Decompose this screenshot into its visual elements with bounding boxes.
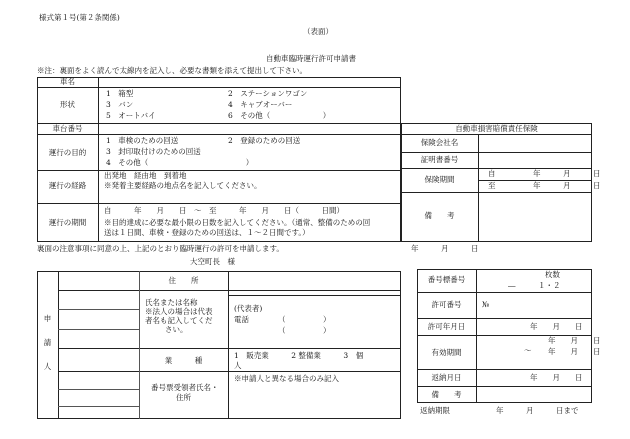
insurance-company-label: 保険会社名 — [420, 138, 459, 147]
plate-receiver-address-label: 住所 — [176, 393, 191, 402]
permit-date: 年 月 日 — [530, 322, 583, 331]
shape-option-5: 5 オートバイ — [106, 111, 156, 120]
permit-date-label: 許可年月日 — [427, 322, 466, 331]
name-label: 氏名または名称 — [145, 298, 198, 307]
phone-extension: （ ） — [278, 326, 331, 335]
period-line: 自 年 月 日 ～ 至 年 月 日（ 日間） — [104, 206, 344, 215]
business-type-options-cont: 人 — [234, 361, 242, 370]
shape-option-2: 2 ステーションワゴン — [228, 89, 308, 98]
insurance-period-to: 至 年 月 日 — [488, 181, 601, 190]
insurance-header: 自動車損害賠償責任保険 — [455, 124, 538, 133]
permit-number-prefix: № — [482, 300, 490, 309]
route-line-2: ※発着主要経路の地点名を記入してください。 — [104, 181, 262, 190]
plate-receiver-note: ※申請人と異なる場合のみ記入 — [234, 374, 339, 383]
plate-receiver-label: 番号票受領者氏名・ — [151, 383, 219, 392]
shape-option-6: 6 その他（ ） — [228, 111, 331, 120]
period-label: 運行の期間 — [48, 218, 87, 227]
return-date: 年 月 日 — [530, 373, 583, 382]
business-type-options: 1 販売業 2 整備業 3 個 — [234, 351, 364, 360]
page-title: 自動車臨時運行許可申請書 — [266, 54, 356, 63]
name-note-2: 者名も記入してくだ — [145, 316, 213, 325]
sheets-value: ― １・２ — [508, 281, 561, 290]
period-note-2: 送は１日間、車検・登録のための回送は、１～２日間です。） — [104, 228, 310, 237]
application-date: 年 月 日 — [411, 244, 479, 253]
insurance-period-label: 保険期間 — [424, 175, 455, 184]
valid-from: 年 月 日 — [548, 336, 601, 345]
applicant-frame — [37, 271, 401, 419]
period-note-1: ※目的達成に必要な最小限の日数を記入してください。（通常、整備のための回 — [104, 218, 371, 227]
vehicle-shape-label: 形状 — [60, 100, 75, 109]
vehicle-name-label: 車名 — [60, 77, 75, 86]
valid-period-label: 有効期間 — [431, 348, 462, 357]
chassis-number-label: 車台番号 — [52, 124, 83, 133]
shape-option-4: 4 キャブオーバー — [228, 100, 293, 109]
shape-option-1: 1 箱型 — [106, 89, 134, 98]
purpose-label: 運行の目的 — [48, 148, 87, 157]
route-line-1: 出発地 経由地 到着地 — [104, 171, 187, 180]
address-label: 住 所 — [168, 276, 199, 285]
purpose-option-2: 2 登録のための回送 — [228, 136, 301, 145]
applicant-side-label-2: 請 — [43, 338, 52, 347]
phone-label: 電話 — [234, 315, 249, 324]
office-remarks-label: 備 考 — [431, 390, 462, 399]
valid-tilde: ～ — [524, 346, 532, 355]
return-date-label: 返納月日 — [431, 373, 462, 382]
applicant-side-label-3: 人 — [43, 362, 52, 371]
representative-label: (代表者) — [234, 304, 263, 313]
plate-number-label: 番号標番号 — [427, 275, 466, 284]
purpose-option-3: 3 封印取付けのための回送 — [106, 147, 201, 156]
permit-number-label: 許可番号 — [431, 300, 462, 309]
addressee: 大空町長 様 — [190, 257, 235, 266]
form-side: （表面） — [303, 27, 333, 36]
purpose-option-1: 1 車検のための回送 — [106, 136, 179, 145]
phone-area-code: （ ） — [278, 315, 331, 324]
instruction-note: ※注：裏面をよく読んで太線内を記入し、必要な書類を添えて提出して下さい。 — [37, 66, 307, 75]
agreement-text: 裏面の注意事項に同意の上、上記のとおり臨時運行の許可を申請します。 — [37, 244, 284, 253]
name-note-1: ※法人の場合は代表 — [145, 307, 213, 316]
applicant-side-label-1: 申 — [43, 314, 52, 323]
insurance-remarks-label: 備 考 — [424, 211, 455, 220]
insurance-period-from: 自 年 月 日 — [488, 169, 601, 178]
sheets-label: 枚数 — [545, 270, 560, 279]
business-type-label: 業 種 — [164, 356, 203, 365]
certificate-number-label: 証明書番号 — [420, 155, 459, 164]
route-label: 運行の経路 — [48, 181, 87, 190]
return-deadline: 年 月 日まで — [496, 406, 579, 415]
name-note-3: さい。 — [165, 325, 188, 334]
purpose-option-4: 4 その他（ ） — [106, 158, 254, 167]
form-number: 様式第１号(第２条関係) — [39, 13, 120, 22]
valid-to: 年 月 日 — [548, 347, 601, 356]
shape-option-3: 3 バン — [106, 100, 134, 109]
return-deadline-label: 返納期限 — [420, 406, 450, 415]
